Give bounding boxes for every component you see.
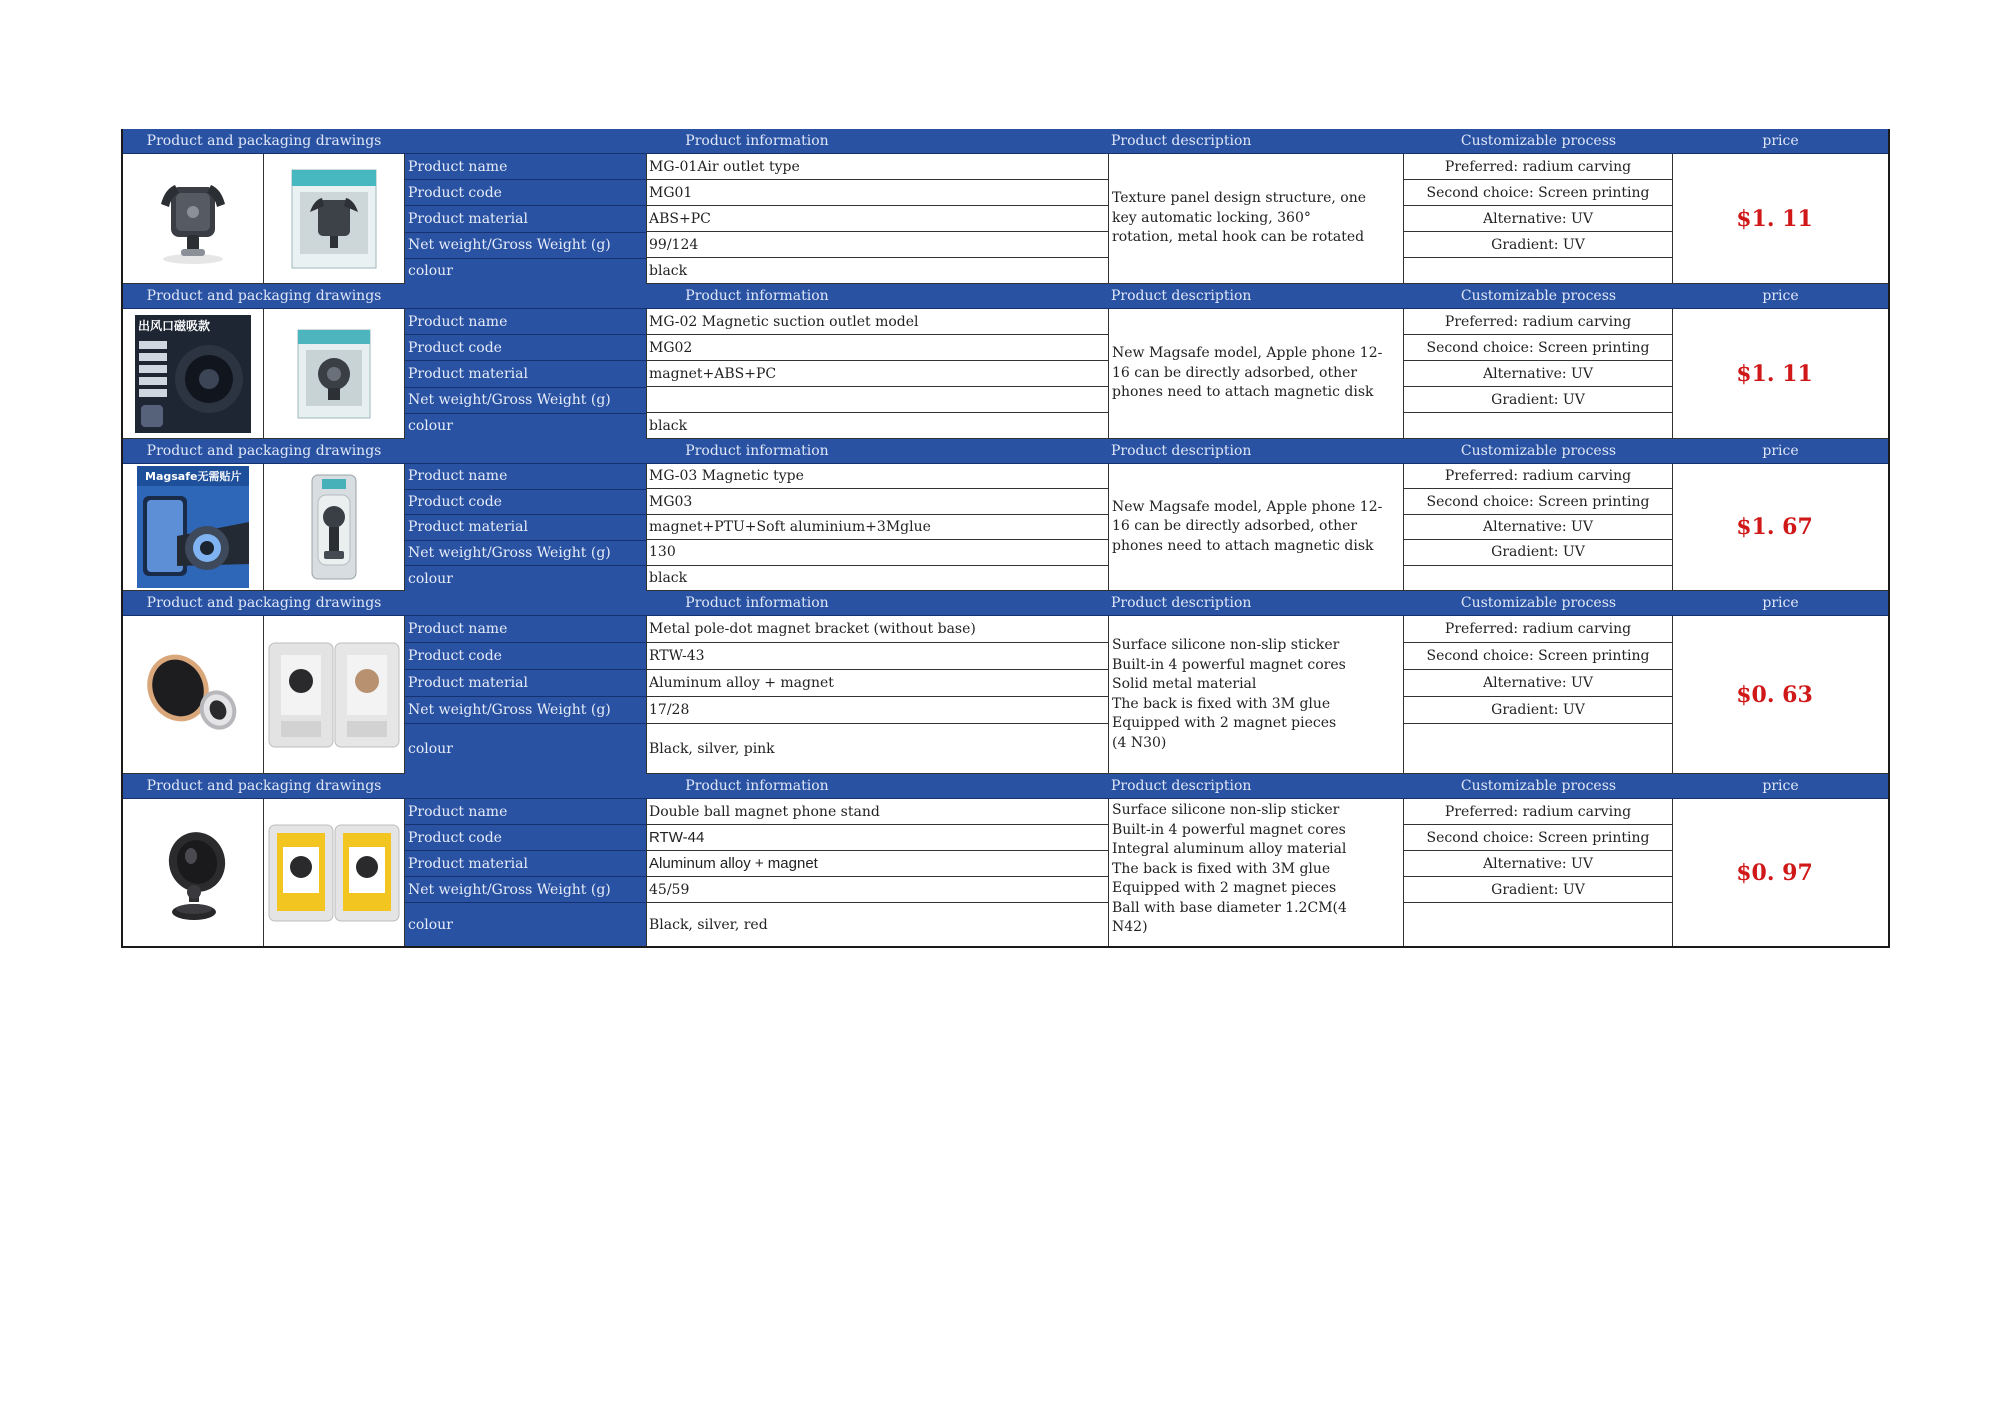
product-code: RTW-44 [647,825,1108,851]
product-colour: black [647,566,1108,590]
info-labels [405,309,647,439]
label-weight: Net weight/Gross Weight (g) [405,233,646,259]
product-block [123,129,1888,284]
product-name: Metal pole-dot magnet bracket (without base) [647,616,1108,643]
process-preferred: Preferred: radium carving [1404,154,1672,180]
product-weight [647,387,1108,413]
process-preferred: Preferred: radium carving [1404,616,1672,643]
ball-magnet-stand-image [143,818,243,928]
header-drawings: Product and packaging drawings [123,129,405,154]
product-image [123,616,264,774]
process-empty [1404,566,1672,590]
process-gradient: Gradient: UV [1404,877,1672,903]
product-description: Surface silicone non-slip sticker Built-in 4 powerful magnet cores Solid metal material The back is fixed with 3M glue Equipped with 2 magnet pieces (4 N30) [1109,616,1404,774]
label-product-name: Product name [405,616,646,643]
product-price: $0. 97 [1736,859,1813,886]
product-image-caption: 出风口磁吸款 [138,318,211,333]
product-name: MG-03 Magnetic type [647,464,1108,489]
process-second: Second choice: Screen printing [1404,643,1672,670]
header-drawings: Product and packaging drawings [123,774,405,799]
product-image [123,154,264,284]
label-product-name: Product name [405,154,646,180]
product-code: MG01 [647,180,1108,206]
label-weight: Net weight/Gross Weight (g) [405,388,646,414]
product-price: $1. 11 [1673,154,1888,284]
product-colour: Black, silver, pink [647,724,1108,773]
label-product-code: Product code [405,825,646,851]
product-description: Surface silicone non-slip sticker Built-in 4 powerful magnet cores Integral aluminum alloy material The back is fixed with 3M glue Equipped with 2 magnet pieces Ball with base diameter 1.2CM(4 N42) [1109,799,1404,946]
info-labels [405,616,647,774]
header-description: Product description [1109,439,1404,464]
product-description: Texture panel design structure, one key automatic locking, 360° rotation, metal hook can be rotated [1109,154,1404,284]
info-values [647,799,1109,946]
header-info: Product information [405,284,1109,309]
process-empty [1404,413,1672,438]
product-weight: 99/124 [647,232,1108,258]
product-material: magnet+PTU+Soft aluminium+3Mglue [647,515,1108,540]
product-price: $1. 11 [1673,309,1888,439]
label-product-code: Product code [405,643,646,670]
header-drawings: Product and packaging drawings [123,439,405,464]
mount-blister-pack-image [294,469,374,585]
product-block [123,439,1888,591]
product-block [123,774,1888,946]
process-options [1404,799,1673,946]
product-code: RTW-43 [647,643,1108,670]
product-material: Aluminum alloy + magnet [647,670,1108,697]
info-values [647,616,1109,774]
header-price: price [1673,284,1888,309]
header-description: Product description [1109,284,1404,309]
product-material: Aluminum alloy + magnet [647,851,1108,877]
product-code: MG03 [647,489,1108,514]
magsafe-vent-mount-image [137,466,249,588]
process-alternative: Alternative: UV [1404,206,1672,232]
info-labels [405,154,647,284]
label-product-name: Product name [405,799,646,825]
magnet-bracket-packs-image [267,641,401,749]
process-empty [1404,903,1672,946]
product-weight: 130 [647,540,1108,565]
product-weight: 45/59 [647,877,1108,903]
label-product-code: Product code [405,180,646,206]
label-product-name: Product name [405,309,646,335]
process-gradient: Gradient: UV [1404,540,1672,565]
label-weight: Net weight/Gross Weight (g) [405,541,646,567]
label-colour: colour [405,414,646,439]
info-labels [405,799,647,946]
process-gradient: Gradient: UV [1404,697,1672,724]
header-price: price [1673,129,1888,154]
label-product-code: Product code [405,335,646,361]
process-empty [1404,724,1672,773]
product-image-caption: Magsafe无需贴片 [145,470,242,483]
product-price: $0. 63 [1673,616,1888,774]
label-product-material: Product material [405,361,646,387]
process-second: Second choice: Screen printing [1404,180,1672,206]
product-code: MG02 [647,335,1108,361]
label-product-material: Product material [405,851,646,877]
label-colour: colour [405,724,646,774]
header-description: Product description [1109,774,1404,799]
product-image [123,309,264,439]
package-image [264,799,405,946]
product-block [123,591,1888,774]
header-info: Product information [405,129,1109,154]
header-process: Customizable process [1404,129,1673,154]
process-second: Second choice: Screen printing [1404,489,1672,514]
label-product-name: Product name [405,464,646,490]
header-price: price [1673,439,1888,464]
product-image [123,464,264,591]
product-price: $1. 67 [1673,464,1888,591]
header-info: Product information [405,774,1109,799]
info-values [647,154,1109,284]
label-colour: colour [405,259,646,284]
label-product-material: Product material [405,206,646,232]
product-colour: Black, silver, red [647,903,1108,946]
header-process: Customizable process [1404,439,1673,464]
product-image [123,799,264,946]
product-colour: black [647,413,1108,438]
product-quotation-sheet [121,129,1890,948]
product-material: magnet+ABS+PC [647,361,1108,387]
label-product-material: Product material [405,515,646,541]
label-product-material: Product material [405,670,646,697]
process-options [1404,616,1673,774]
process-options [1404,464,1673,591]
package-image [264,154,405,284]
process-alternative: Alternative: UV [1404,851,1672,877]
header-price: price [1673,591,1888,616]
header-info: Product information [405,591,1109,616]
info-values [647,309,1109,439]
process-preferred: Preferred: radium carving [1404,464,1672,489]
product-colour: black [647,258,1108,283]
info-values [647,464,1109,591]
product-name: MG-01Air outlet type [647,154,1108,180]
product-material: ABS+PC [647,206,1108,232]
stand-yellow-packs-image [267,823,401,923]
label-product-code: Product code [405,490,646,516]
process-alternative: Alternative: UV [1404,361,1672,387]
product-weight: 17/28 [647,697,1108,724]
info-labels [405,464,647,591]
product-block [123,284,1888,439]
process-options [1404,154,1673,284]
header-process: Customizable process [1404,591,1673,616]
process-options [1404,309,1673,439]
header-process: Customizable process [1404,774,1673,799]
label-colour: colour [405,903,646,946]
air-vent-phone-holder-image [143,169,243,269]
header-info: Product information [405,439,1109,464]
process-gradient: Gradient: UV [1404,232,1672,258]
product-description: New Magsafe model, Apple phone 12- 16 can be directly adsorbed, other phones need to attach magnetic disk [1109,464,1404,591]
label-weight: Net weight/Gross Weight (g) [405,697,646,724]
process-gradient: Gradient: UV [1404,387,1672,413]
mount-retail-box-image [284,324,384,424]
package-image [264,616,405,774]
process-empty [1404,258,1672,283]
header-process: Customizable process [1404,284,1673,309]
header-drawings: Product and packaging drawings [123,284,405,309]
label-colour: colour [405,566,646,591]
process-second: Second choice: Screen printing [1404,335,1672,361]
process-second: Second choice: Screen printing [1404,825,1672,851]
holder-retail-box-image [284,166,384,272]
product-name: Double ball magnet phone stand [647,799,1108,825]
label-weight: Net weight/Gross Weight (g) [405,877,646,903]
process-preferred: Preferred: radium carving [1404,309,1672,335]
round-magnet-bracket-image [138,640,248,750]
process-preferred: Preferred: radium carving [1404,799,1672,825]
product-name: MG-02 Magnetic suction outlet model [647,309,1108,335]
process-alternative: Alternative: UV [1404,515,1672,540]
package-image [264,309,405,439]
header-price: price [1673,774,1888,799]
product-description: New Magsafe model, Apple phone 12- 16 can be directly adsorbed, other phones need to attach magnetic disk [1109,309,1404,439]
process-alternative: Alternative: UV [1404,670,1672,697]
header-description: Product description [1109,129,1404,154]
header-drawings: Product and packaging drawings [123,591,405,616]
header-description: Product description [1109,591,1404,616]
package-image [264,464,405,591]
